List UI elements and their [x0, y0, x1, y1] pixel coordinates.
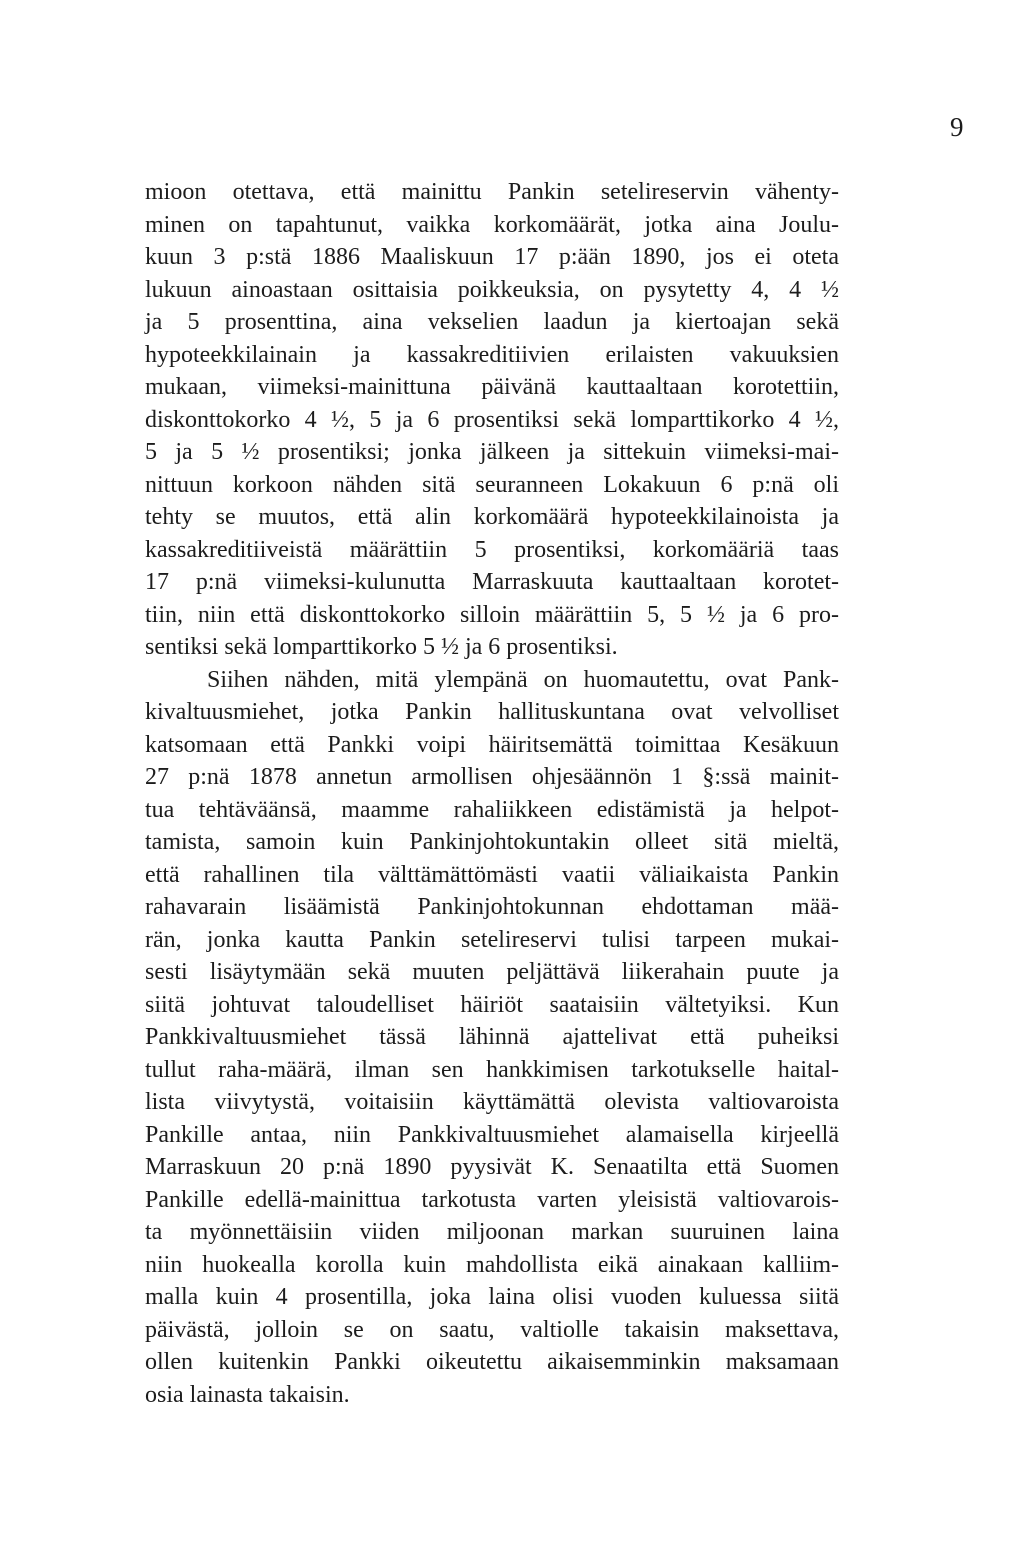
text-line: Pankille edellä-mainittua tarkotusta varten yleisistä valtiovarois- — [145, 1186, 839, 1213]
text-line: kassakreditiiveistä määrättiin 5 prosentiksi, korkomääriä taas — [145, 536, 839, 563]
text-line: katsomaan että Pankki voipi häiritsemättä toimittaa Kesäkuun — [145, 731, 839, 758]
page-number: 9 — [950, 112, 964, 142]
text-line: lukuun ainoastaan osittaisia poikkeuksia, on pysytetty 4, 4 ½ — [145, 276, 839, 303]
text-line: sesti lisäytymään sekä muuten peljättävä liikerahain puute ja — [145, 959, 839, 985]
text-line: tehty se muutos, että alin korkomäärä hypoteekkilainoista ja — [145, 504, 839, 530]
text-line: Pankkivaltuusmiehet tässä lähinnä ajattelivat että puheiksi — [145, 1024, 839, 1050]
text-line: siitä johtuvat taloudelliset häiriöt saataisiin vältetyiksi. Kun — [145, 991, 839, 1018]
text-line: malla kuin 4 prosentilla, joka laina olisi vuoden kuluessa siitä — [145, 1284, 839, 1310]
text-line: sentiksi sekä lomparttikorko 5 ½ ja 6 prosentiksi. — [145, 634, 618, 660]
text-line: minen on tapahtunut, vaikka korkomäärät, jotka aina Joulu- — [145, 211, 839, 238]
text-line: että rahallinen tila välttämättömästi vaatii väliaikaista Pankin — [145, 861, 839, 888]
text-line: päivästä, jolloin se on saatu, valtiolle takaisin maksettava, — [145, 1316, 839, 1343]
text-line: 5 ja 5 ½ prosentiksi; jonka jälkeen ja sittekuin viimeksi-mai- — [145, 439, 839, 465]
text-line: Siihen nähden, mitä ylempänä on huomautettu, ovat Pank- — [207, 666, 839, 693]
text-line: kuun 3 p:stä 1886 Maaliskuun 17 p:ään 1890, jos ei oteta — [145, 244, 839, 270]
text-line: ta myönnettäisiin viiden miljoonan markan suuruinen laina — [145, 1219, 839, 1245]
text-line: mioon otettava, että mainittu Pankin setelireservin vähenty- — [145, 179, 839, 205]
text-line: diskonttokorko 4 ½, 5 ja 6 prosentiksi sekä lomparttikorko 4 ½, — [145, 406, 839, 433]
text-line: kivaltuusmiehet, jotka Pankin hallituskuntana ovat velvolliset — [145, 699, 839, 725]
text-line: tullut raha-määrä, ilman sen hankkimisen tarkotukselle haital- — [145, 1056, 839, 1083]
text-line: niin huokealla korolla kuin mahdollista eikä ainakaan kalliim- — [145, 1251, 839, 1278]
text-line: osia lainasta takaisin. — [145, 1381, 350, 1408]
text-line: 27 p:nä 1878 annetun armollisen ohjesäännön 1 §:ssä mainit- — [145, 764, 839, 790]
text-line: tamista, samoin kuin Pankinjohtokuntakin olleet sitä mieltä, — [145, 829, 839, 855]
text-line: tua tehtäväänsä, maamme rahaliikkeen edistämistä ja helpot- — [145, 796, 839, 823]
text-line: 17 p:nä viimeksi-kulunutta Marraskuuta kauttaaltaan korotet- — [145, 569, 839, 595]
text-line: lista viivytystä, voitaisiin käyttämättä olevista valtiovaroista — [145, 1089, 839, 1115]
text-line: Marraskuun 20 p:nä 1890 pyysivät K. Senaatilta että Suomen — [145, 1154, 839, 1180]
text-line: ja 5 prosenttina, aina vekselien laadun ja kiertoajan sekä — [145, 309, 839, 335]
text-line: mukaan, viimeksi-mainittuna päivänä kauttaaltaan korotettiin, — [145, 374, 839, 400]
text-line: ollen kuitenkin Pankki oikeutettu aikaisemminkin maksamaan — [145, 1349, 839, 1375]
text-line: rahavarain lisäämistä Pankinjohtokunnan ehdottaman mää- — [145, 894, 839, 920]
text-line: tiin, niin että diskonttokorko silloin määrättiin 5, 5 ½ ja 6 pro- — [145, 601, 839, 628]
body-text — [145, 176, 839, 1411]
text-line: Pankille antaa, niin Pankkivaltuusmiehet alamaisella kirjeellä — [145, 1121, 839, 1148]
text-line: nittuun korkoon nähden sitä seuranneen Lokakuun 6 p:nä oli — [145, 471, 839, 498]
text-line: hypoteekkilainain ja kassakreditiivien erilaisten vakuuksien — [145, 341, 839, 368]
text-line: rän, jonka kautta Pankin setelireservi tulisi tarpeen mukai- — [145, 926, 839, 953]
